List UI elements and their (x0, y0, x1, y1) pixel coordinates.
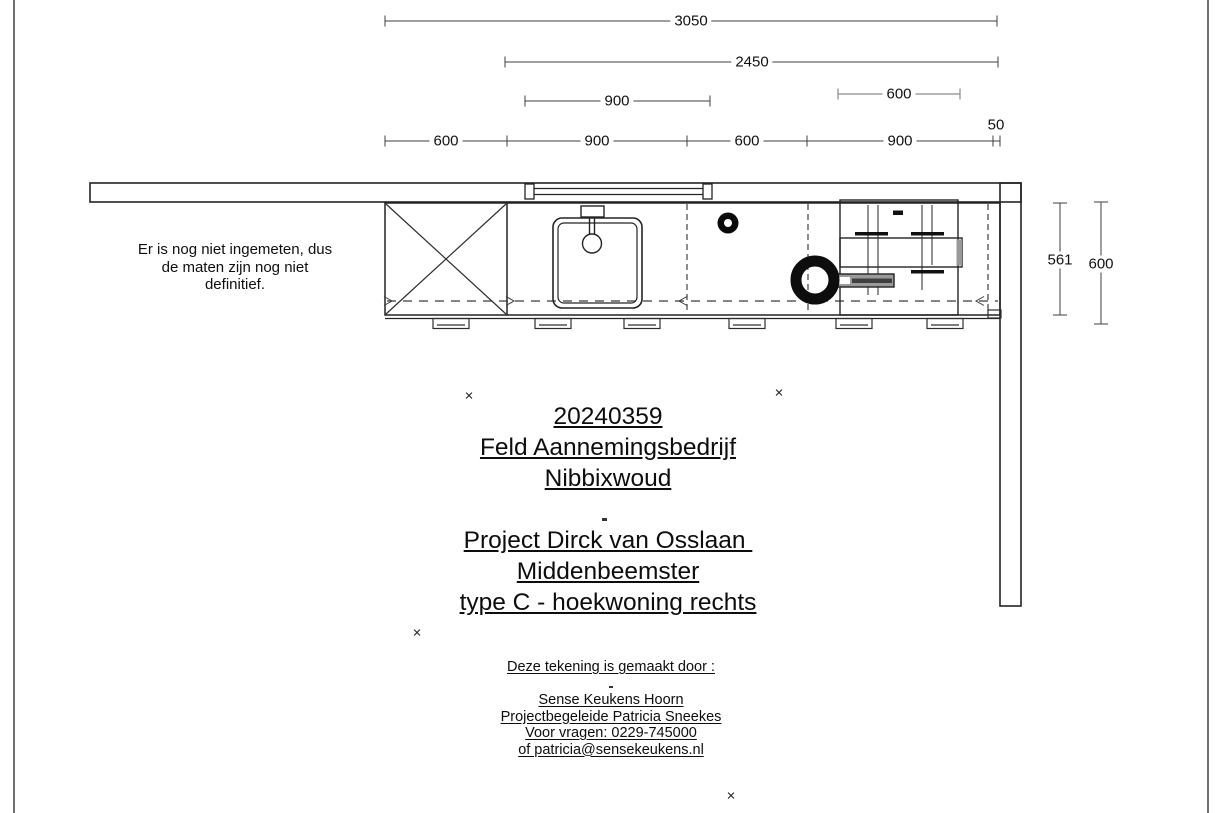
credits-email: of patricia@sensekeukens.nl (518, 741, 704, 758)
dim-label-3050: 3050 (670, 13, 711, 30)
dim-label-2450: 2450 (731, 54, 772, 71)
countertop (90, 183, 1021, 202)
dim-label-600-depth: 600 (1084, 256, 1117, 273)
dim-label-561-depth: 561 (1043, 252, 1076, 269)
project-name-line3: type C - hoekwoning rechts (459, 589, 757, 616)
dim-label-900-window: 900 (600, 93, 633, 110)
right-wall-panel (1000, 183, 1021, 606)
credits-contact: Projectbegeleide Patricia Sneekes (500, 708, 722, 725)
dim-label-900-a: 900 (580, 133, 613, 150)
water-tap (718, 213, 739, 234)
door-swing-line (384, 297, 998, 306)
cross-mark-4: × (726, 787, 736, 805)
project-client: Feld Aannemingsbedrijf (479, 434, 737, 461)
project-name-line2: Middenbeemster (516, 558, 700, 585)
window (525, 184, 712, 199)
cooktop (840, 200, 962, 315)
dim-label-600-b: 600 (730, 133, 763, 150)
credits-block (420, 659, 802, 758)
measurement-note-line1: Er is nog niet ingemeten, dus (137, 241, 333, 258)
project-name-line1: Project Dirck van Osslaan (463, 527, 753, 554)
stray-dot-2 (609, 686, 613, 688)
credits-phone: Voor vragen: 0229-745000 (525, 725, 697, 741)
sink (553, 218, 642, 308)
measurement-note-line2: de maten zijn nog niet (161, 258, 309, 276)
project-number: 20240359 (553, 403, 663, 430)
credits-header: Deze tekening is gemaakt door : (507, 659, 715, 675)
cross-mark-2: × (774, 384, 784, 402)
faucet (581, 206, 604, 253)
cross-mark-1: × (464, 387, 474, 405)
cross-mark-3: × (412, 624, 422, 642)
stray-dot-1 (602, 518, 607, 521)
project-client-city: Nibbixwoud (544, 465, 672, 492)
dim-label-600-a: 600 (429, 133, 462, 150)
dim-label-50: 50 (987, 116, 1005, 134)
measurement-note-line3: definitief. (204, 276, 266, 293)
dim-label-600-cooktop: 600 (882, 86, 915, 103)
measurement-note (115, 241, 355, 294)
project-title-block (368, 401, 848, 618)
credits-company: Sense Keukens Hoorn (538, 692, 684, 708)
dim-label-900-b: 900 (883, 133, 916, 150)
plinth-feet (433, 310, 1001, 329)
appliance-cabinet-cross (386, 204, 506, 314)
